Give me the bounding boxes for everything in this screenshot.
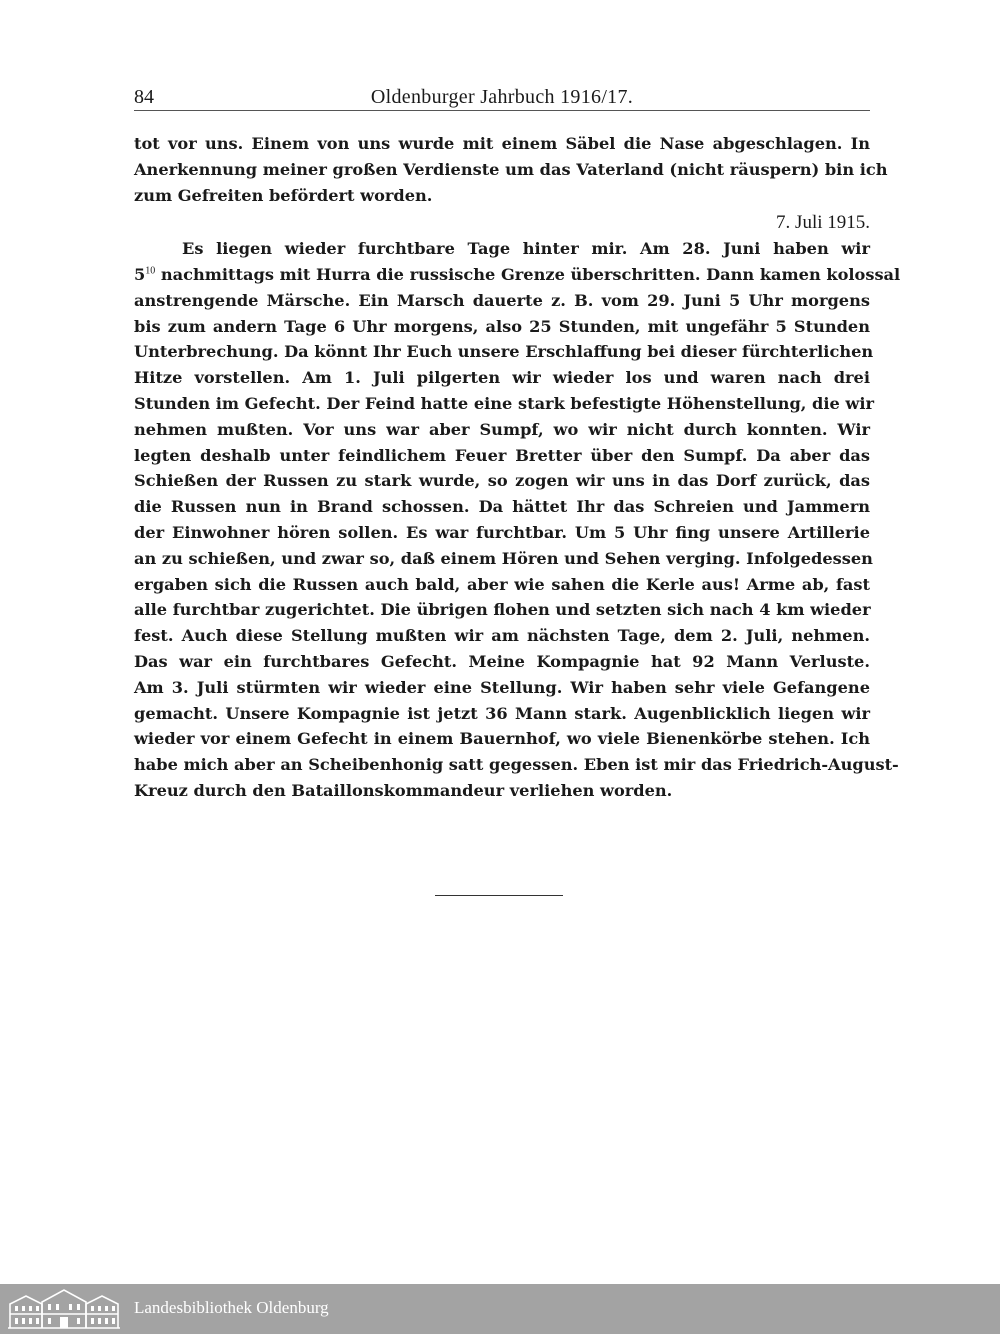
body-text: [134, 131, 901, 804]
text-line: ergaben sich die Russen auch bald, aber wie sahen die Kerle aus! Arme ab, fast: [134, 574, 870, 594]
text-line: habe mich aber an Scheibenhonig satt gegessen. Eben ist mir das Friedrich-August-: [134, 755, 899, 775]
library-name: Landesbibliothek Oldenburg: [134, 1298, 329, 1317]
running-title: Oldenburger Jahrbuch 1916/17.: [370, 86, 634, 108]
header-rule: [134, 110, 870, 111]
text-line: anstrengende Märsche. Ein Marsch dauerte z. B. vom 29. Juni 5 Uhr morgens: [134, 290, 870, 310]
text-line: Anerkennung meiner großen Verdienste um das Vaterland (nicht räuspern) bin ich: [134, 159, 888, 179]
text-line: an zu schießen, und zwar so, daß einem Hören und Sehen verging. Infolgedessen: [134, 548, 873, 568]
end-rule: [435, 895, 563, 896]
text-line: Am 3. Juli stürmten wir wieder eine Stellung. Wir haben sehr viele Gefangene: [134, 677, 870, 697]
text-line: bis zum andern Tage 6 Uhr morgens, also 25 Stunden, mit ungefähr 5 Stunden: [134, 316, 870, 336]
text-line: Unterbrechung. Da könnt Ihr Euch unsere Erschlaffung bei dieser fürchterlichen: [134, 342, 874, 362]
page-number: 84: [134, 86, 154, 108]
text-line: zum Gefreiten befördert worden.: [134, 185, 433, 205]
text-line: gemacht. Unsere Kompagnie ist jetzt 36 Mann stark. Augenblicklich liegen wir: [134, 703, 870, 723]
text-line: Stunden im Gefecht. Der Feind hatte eine stark befestigte Höhenstellung, die wir: [134, 393, 875, 413]
time-base: 5: [134, 264, 146, 284]
letter-date: 7. Juli 1915.: [776, 212, 870, 234]
text-line: wieder vor einem Gefecht in einem Bauernhof, wo viele Bienenkörbe stehen. Ich: [134, 729, 870, 749]
text-line: Schießen der Russen zu stark wurde, so zogen wir uns in das Dorf zurück, das: [134, 471, 870, 491]
text-line: Es liegen wieder furchtbare Tage hinter mir. Am 28. Juni haben wir: [182, 239, 870, 259]
text-line: Hitze vorstellen. Am 1. Juli pilgerten wir wieder los und waren nach drei: [134, 368, 870, 388]
text-line: [134, 262, 901, 288]
text-line: nehmen mußten. Vor uns war aber Sumpf, wo wir nicht durch konnten. Wir: [134, 419, 870, 439]
library-building-icon: [6, 1288, 122, 1330]
text-line: die Russen nun in Brand schossen. Da hättet Ihr das Schreien und Jammern: [134, 497, 870, 517]
page-header: [134, 84, 870, 110]
text-line: fest. Auch diese Stellung mußten wir am nächsten Tage, dem 2. Juli, nehmen.: [134, 626, 870, 646]
text-line: Kreuz durch den Bataillonskommandeur verliehen worden.: [134, 780, 673, 800]
text-line: der Einwohner hören sollen. Es war furchtbar. Um 5 Uhr fing unsere Artillerie: [134, 522, 870, 542]
text-line: Das war ein furchtbares Gefecht. Meine Kompagnie hat 92 Mann Verluste.: [134, 651, 870, 671]
library-footer: [0, 1284, 1000, 1334]
text-line: tot vor uns. Einem von uns wurde mit einem Säbel die Nase abgeschlagen. In: [134, 134, 870, 153]
text-line: alle furchtbar zugerichtet. Die übrigen flohen und setzten sich nach 4 km wieder: [134, 600, 871, 620]
text-line: legten deshalb unter feindlichem Feuer Bretter über den Sumpf. Da aber das: [134, 445, 870, 465]
time-rest: nachmittags mit Hurra die russische Grenze überschritten. Dann kamen kolossal: [155, 264, 901, 284]
time-superscript: 10: [145, 265, 156, 277]
